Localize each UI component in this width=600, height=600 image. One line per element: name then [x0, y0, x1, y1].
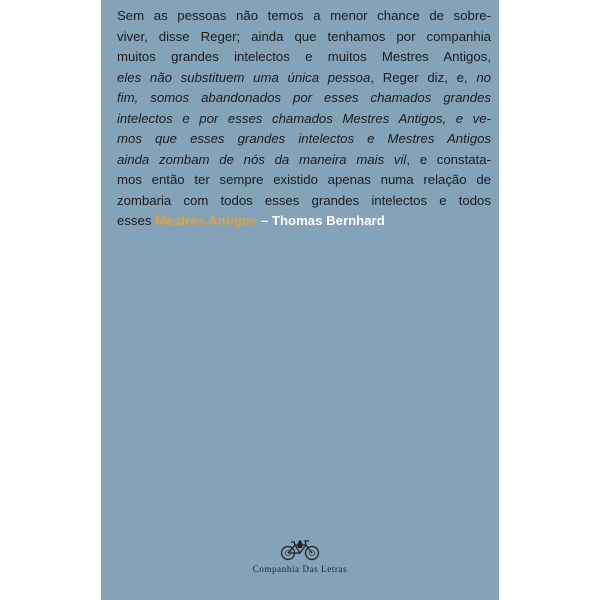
- quote-text: fim, somos abandonados por esses chamados grandes: [117, 90, 491, 105]
- publisher-name: Companhia Das Letras: [252, 564, 348, 574]
- quote-text: zombaria com todos esses grandes intelectos e todos: [117, 192, 491, 208]
- quote-line: [117, 191, 491, 212]
- book-title: Mestres Antigos: [155, 213, 258, 228]
- quote-line: [117, 27, 491, 48]
- quote-text: eles não substituem uma única pessoa: [117, 69, 371, 85]
- cover-quote: [117, 6, 491, 232]
- book-cover: [101, 0, 499, 600]
- quote-line: [117, 170, 491, 191]
- quote-line: [117, 68, 491, 89]
- quote-text: , e constata-: [406, 151, 491, 167]
- quote-text: intelectos e por esses chamados Mestres Antigos, e ve-: [117, 110, 491, 126]
- quote-text: esses: [117, 213, 156, 228]
- quote-text: ainda zombam de nós da maneira mais vil: [117, 151, 407, 167]
- bicycle-icon: [278, 537, 322, 561]
- quote-line: [117, 211, 491, 232]
- quote-line: [117, 88, 491, 109]
- quote-text: Sem as pessoas não temos a menor chance de sobre-: [117, 8, 491, 23]
- quote-text: muitos grandes intelectos e muitos Mestres Antigos,: [117, 49, 491, 64]
- quote-text: mos que esses grandes intelectos e Mestres Antigos: [117, 131, 491, 146]
- quote-line: [117, 6, 491, 27]
- quote-line: [117, 129, 491, 150]
- publisher-logo: [101, 537, 499, 581]
- quote-text: mos então ter sempre existido apenas numa relação de: [117, 172, 491, 187]
- quote-text: no: [476, 69, 491, 85]
- quote-text: viver, disse Reger; ainda que tenhamos por companhia: [117, 28, 491, 44]
- quote-line: [117, 47, 491, 68]
- author-name: – Thomas Bernhard: [257, 213, 385, 228]
- quote-line: [117, 109, 491, 130]
- quote-line: [117, 150, 491, 171]
- quote-text: , Reger diz, e,: [370, 69, 477, 85]
